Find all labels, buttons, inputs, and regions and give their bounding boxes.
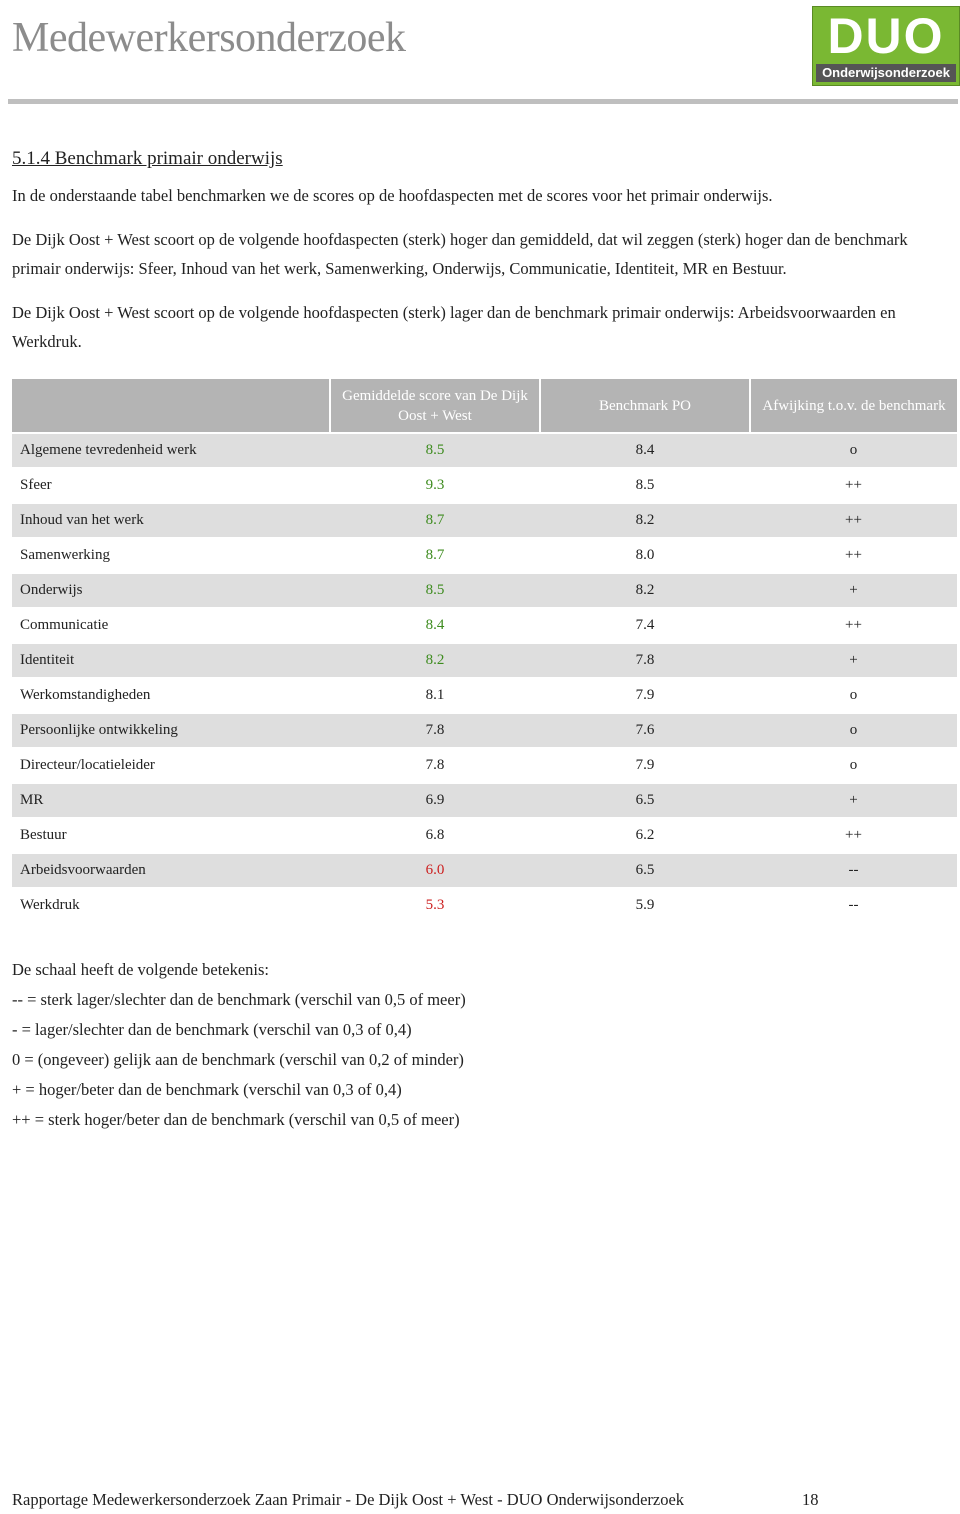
row-score: 7.8 — [330, 713, 540, 748]
row-benchmark: 7.4 — [540, 608, 750, 643]
row-benchmark: 6.2 — [540, 818, 750, 853]
row-deviation: + — [750, 573, 957, 608]
scale-line: 0 = (ongeveer) gelijk aan de benchmark (verschil van 0,2 of minder) — [12, 1050, 464, 1069]
row-label: Werkomstandigheden — [12, 678, 330, 713]
row-score: 6.0 — [330, 853, 540, 888]
table-row — [12, 713, 957, 748]
row-label: Arbeidsvoorwaarden — [12, 853, 330, 888]
row-benchmark: 8.5 — [540, 468, 750, 503]
row-benchmark: 5.9 — [540, 888, 750, 922]
row-score: 8.2 — [330, 643, 540, 678]
row-deviation: + — [750, 783, 957, 818]
page-title: Medewerkersonderzoek — [12, 15, 406, 61]
row-label: Directeur/locatieleider — [12, 748, 330, 783]
row-label: Samenwerking — [12, 538, 330, 573]
table-row — [12, 433, 957, 468]
row-label: Inhoud van het werk — [12, 503, 330, 538]
row-deviation: o — [750, 433, 957, 468]
row-score: 8.5 — [330, 573, 540, 608]
row-deviation: ++ — [750, 468, 957, 503]
row-benchmark: 6.5 — [540, 853, 750, 888]
row-benchmark: 8.4 — [540, 433, 750, 468]
footer — [12, 1490, 942, 1510]
table-row — [12, 853, 957, 888]
scale-line: - = lager/slechter dan de benchmark (verschil van 0,3 of 0,4) — [12, 1020, 412, 1039]
row-deviation: o — [750, 713, 957, 748]
row-deviation: -- — [750, 853, 957, 888]
row-deviation: + — [750, 643, 957, 678]
scale-line: -- = sterk lager/slechter dan de benchmark (verschil van 0,5 of meer) — [12, 990, 466, 1009]
row-label: Bestuur — [12, 818, 330, 853]
row-score: 6.9 — [330, 783, 540, 818]
row-deviation: o — [750, 748, 957, 783]
scale-legend — [12, 955, 912, 1135]
row-score: 8.7 — [330, 538, 540, 573]
row-label: Persoonlijke ontwikkeling — [12, 713, 330, 748]
duo-logo — [812, 6, 960, 86]
table-header-row — [12, 379, 957, 433]
table-row — [12, 748, 957, 783]
row-benchmark: 7.9 — [540, 678, 750, 713]
row-deviation: ++ — [750, 608, 957, 643]
row-label: Onderwijs — [12, 573, 330, 608]
row-benchmark: 8.2 — [540, 503, 750, 538]
row-score: 8.4 — [330, 608, 540, 643]
row-benchmark: 8.0 — [540, 538, 750, 573]
section-heading: 5.1.4 Benchmark primair onderwijs — [12, 148, 283, 169]
page-number: 18 — [802, 1490, 819, 1509]
table-row — [12, 573, 957, 608]
row-deviation: o — [750, 678, 957, 713]
row-benchmark: 7.8 — [540, 643, 750, 678]
higher-paragraph: De Dijk Oost + West scoort op de volgende hoofdaspecten (sterk) hoger dan gemiddeld, dat wil zeggen (sterk) hoger dan de benchmark primair onderwijs: Sfeer, Inhoud van het werk, Samenwerking, Onderwijs, Communicatie, Identiteit, MR en Bestuur. — [12, 230, 908, 278]
scale-line: ++ = sterk hoger/beter dan de benchmark (verschil van 0,5 of meer) — [12, 1110, 460, 1129]
table-row — [12, 503, 957, 538]
row-label: Werkdruk — [12, 888, 330, 922]
table-row — [12, 818, 957, 853]
scale-intro: De schaal heeft de volgende betekenis: — [12, 960, 270, 979]
row-label: MR — [12, 783, 330, 818]
table-row — [12, 783, 957, 818]
row-benchmark: 7.9 — [540, 748, 750, 783]
row-benchmark: 7.6 — [540, 713, 750, 748]
row-score: 7.8 — [330, 748, 540, 783]
header-label-col — [12, 379, 330, 433]
table-row — [12, 538, 957, 573]
row-label: Identiteit — [12, 643, 330, 678]
header-deviation-col: Afwijking t.o.v. de benchmark — [750, 379, 957, 433]
row-deviation: ++ — [750, 538, 957, 573]
table-body — [12, 433, 957, 922]
table-row — [12, 468, 957, 503]
header-score-col: Gemiddelde score van De Dijk Oost + West — [330, 379, 540, 433]
row-benchmark: 8.2 — [540, 573, 750, 608]
logo-sub-text: Onderwijsonderzoek — [816, 64, 956, 82]
table-row — [12, 678, 957, 713]
row-label: Sfeer — [12, 468, 330, 503]
row-deviation: -- — [750, 888, 957, 922]
row-score: 5.3 — [330, 888, 540, 922]
row-deviation: ++ — [750, 503, 957, 538]
row-score: 8.7 — [330, 503, 540, 538]
table-row — [12, 643, 957, 678]
table-row — [12, 608, 957, 643]
table-row — [12, 888, 957, 922]
row-benchmark: 6.5 — [540, 783, 750, 818]
header-divider — [8, 99, 958, 104]
row-score: 8.1 — [330, 678, 540, 713]
benchmark-table — [12, 379, 957, 922]
intro-paragraph: In de onderstaande tabel benchmarken we de scores op de hoofdaspecten met de scores voor het primair onderwijs. — [12, 186, 773, 205]
row-score: 9.3 — [330, 468, 540, 503]
footer-text: Rapportage Medewerkersonderzoek Zaan Primair - De Dijk Oost + West - DUO Onderwijsonderzoek — [12, 1490, 685, 1509]
logo-main-text: DUO — [827, 8, 945, 64]
row-score: 6.8 — [330, 818, 540, 853]
scale-line: + = hoger/beter dan de benchmark (verschil van 0,3 of 0,4) — [12, 1080, 402, 1099]
row-score: 8.5 — [330, 433, 540, 468]
lower-paragraph: De Dijk Oost + West scoort op de volgende hoofdaspecten (sterk) lager dan de benchmark primair onderwijs: Arbeidsvoorwaarden en Werkdruk. — [12, 303, 896, 351]
row-deviation: ++ — [750, 818, 957, 853]
row-label: Algemene tevredenheid werk — [12, 433, 330, 468]
header-benchmark-col: Benchmark PO — [540, 379, 750, 433]
row-label: Communicatie — [12, 608, 330, 643]
